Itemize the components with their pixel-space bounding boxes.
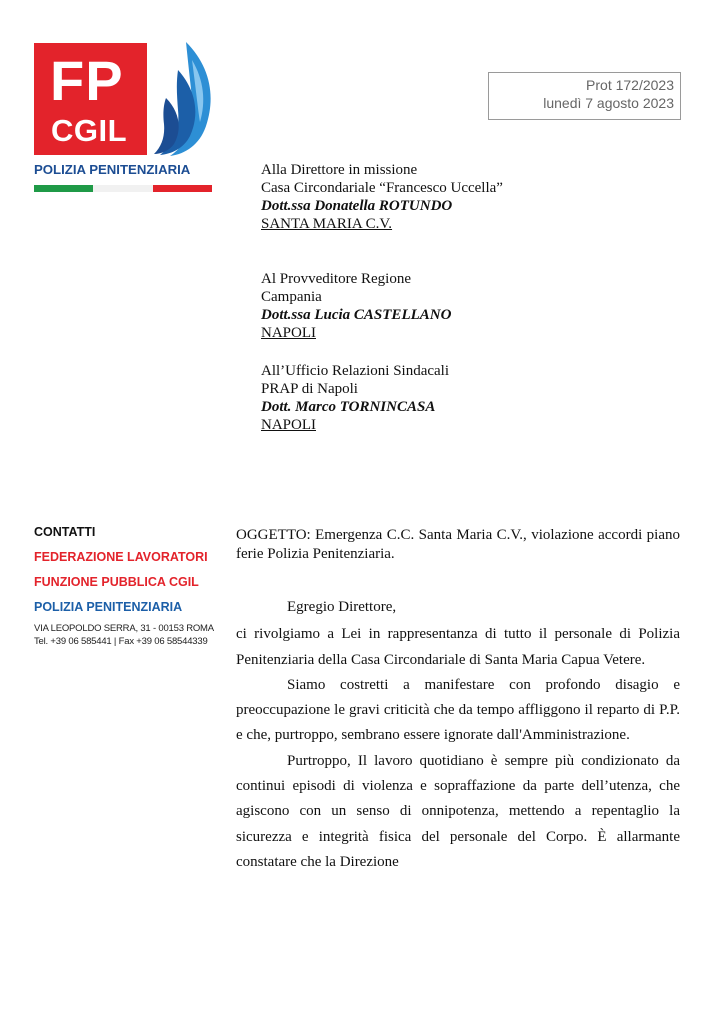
logo-cgil-text: CGIL bbox=[51, 113, 128, 148]
protocol-number: Prot 172/2023 bbox=[586, 77, 674, 93]
recipient-name: Dott. Marco TORNINCASA bbox=[261, 399, 436, 415]
contacts-title: CONTATTI bbox=[34, 525, 96, 539]
logo-fp-text: FP bbox=[50, 49, 124, 112]
contacts-org-1: FEDERAZIONE LAVORATORI bbox=[34, 550, 208, 564]
letter-paragraph-3: Purtroppo, Il lavoro quotidiano è sempre più condizionato da continui episodi di violenza e sopraffazione da parte dell’utenza, che agiscono con un senso di onnipotenza, mettendo a repentaglio la sicurezza e integrità fisica del personale del Corpo. È allarmante constatare che la Direzione bbox=[236, 752, 680, 870]
letter-paragraph-1: ci rivolgiamo a Lei in rappresentanza di tutto il personale di Polizia Penitenziaria della Casa Circondariale di Santa Maria Capua Vetere. bbox=[236, 626, 680, 668]
protocol-box bbox=[488, 72, 681, 120]
recipient-line: Campania bbox=[261, 289, 322, 305]
recipient-block-2 bbox=[261, 270, 451, 342]
letter-subject: OGGETTO: Emergenza C.C. Santa Maria C.V., violazione accordi piano ferie Polizia Penitenziaria. bbox=[236, 527, 680, 562]
logo-red-box bbox=[34, 43, 147, 155]
fp-cgil-logo bbox=[34, 40, 216, 194]
recipient-city: NAPOLI bbox=[261, 417, 316, 433]
logo-subtitle: POLIZIA PENITENZIARIA bbox=[34, 162, 191, 177]
contacts-org-3: POLIZIA PENITENZIARIA bbox=[34, 600, 183, 614]
recipient-line: Al Provveditore Regione bbox=[261, 271, 411, 287]
letter-paragraph-2: Siamo costretti a manifestare con profondo disagio e preoccupazione le gravi criticità che da tempo affliggono il reparto di P.P. e che, purtroppo, sembrano essere ignorate dall'Amministrazione. bbox=[236, 676, 680, 744]
letter-body bbox=[236, 595, 680, 875]
recipient-line: All’Ufficio Relazioni Sindacali bbox=[261, 363, 450, 379]
letter-greeting: Egregio Direttore, bbox=[287, 599, 397, 615]
contacts-clipped-line bbox=[34, 649, 214, 655]
contacts-sidebar bbox=[34, 525, 214, 655]
recipient-name: Dott.ssa Lucia CASTELLANO bbox=[261, 307, 452, 323]
recipient-name: Dott.ssa Donatella ROTUNDO bbox=[261, 198, 453, 214]
recipient-block-3 bbox=[261, 362, 449, 434]
recipient-line: Alla Direttore in missione bbox=[261, 162, 418, 178]
contacts-address: VIA LEOPOLDO SERRA, 31 - 00153 ROMA bbox=[34, 623, 214, 634]
recipient-city: SANTA MARIA C.V. bbox=[261, 216, 393, 232]
recipient-city: NAPOLI bbox=[261, 325, 316, 341]
protocol-date: lunedì 7 agosto 2023 bbox=[543, 95, 674, 111]
recipient-block-1 bbox=[261, 161, 503, 233]
recipient-line: PRAP di Napoli bbox=[261, 381, 358, 397]
recipient-line: Casa Circondariale “Francesco Uccella” bbox=[261, 180, 503, 196]
contacts-org-2: FUNZIONE PUBBLICA CGIL bbox=[34, 575, 199, 589]
flame-icon bbox=[152, 40, 216, 158]
italian-flag-bar bbox=[34, 185, 212, 192]
contacts-phone: Tel. +39 06 585441 | Fax +39 06 58544339 bbox=[34, 636, 208, 647]
